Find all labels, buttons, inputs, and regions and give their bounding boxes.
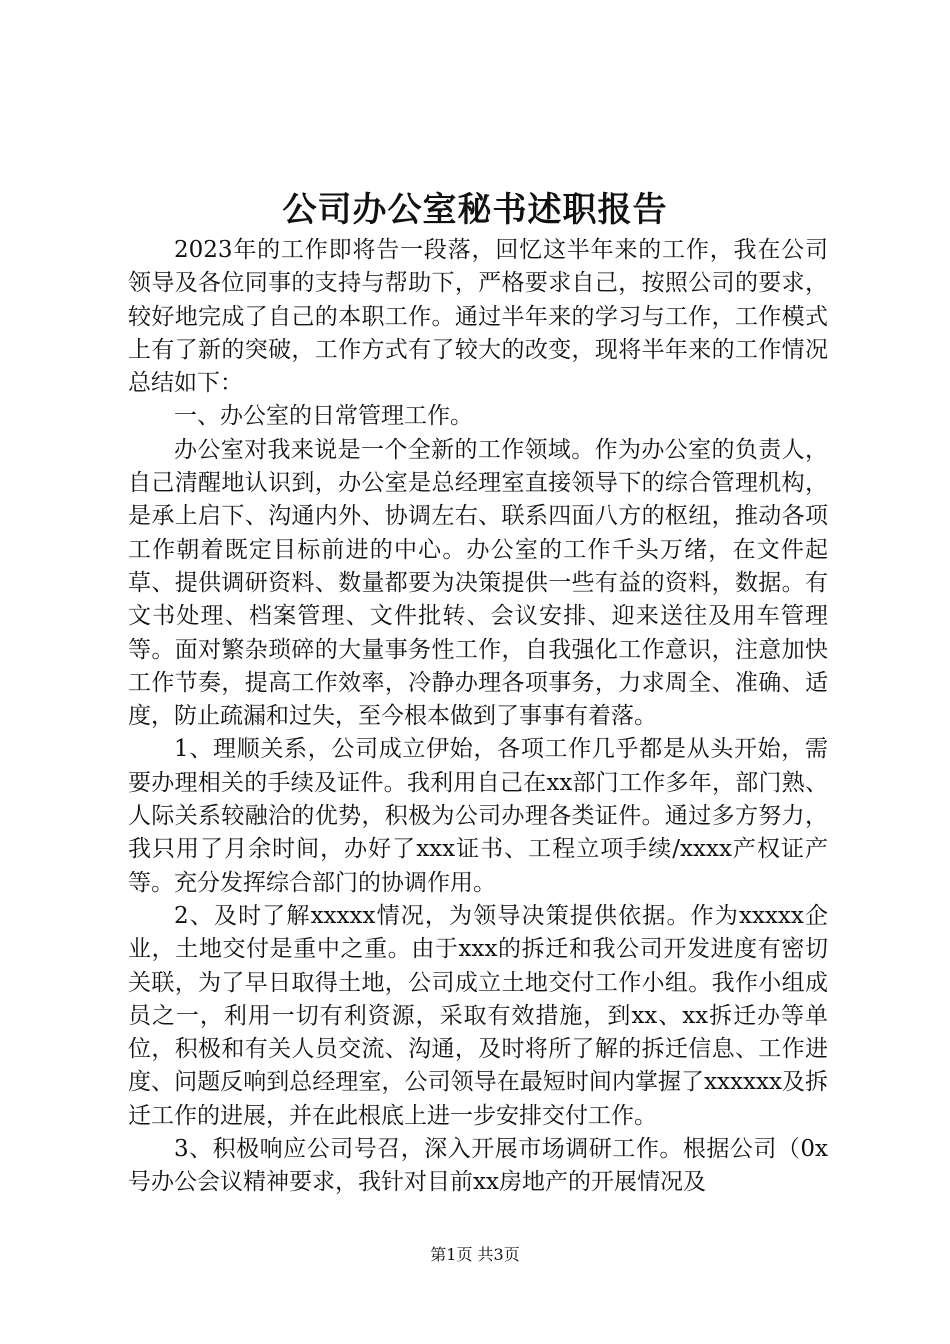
paragraph-item-2: 2、及时了解xxxxx情况，为领导决策提供依据。作为xxxxx企业，土地交付是重中之重。由于xxx的拆迁和我公司开发进度有密切关联，为了早日取得土地，公司成立土地交付工作小组。我作小组成员之一，利用一切有利资源，采取有效措施，到xx、xx拆迁办等单位，积极和有关人员交流、沟通，及时将所了解的拆迁信息、工作进度、问题反响到总经理室，公司领导在最短时间内掌握了xxxxxx及拆迁工作的进展，并在此根底上进一步安排交付工作。 [128, 902, 828, 1129]
paragraph-item-3: 3、积极响应公司号召，深入开展市场调研工作。根据公司（0x号办公会议精神要求，我针对目前xx房地产的开展情况及 [128, 1136, 828, 1196]
paragraph-item-1: 1、理顺关系，公司成立伊始，各项工作几乎都是从头开始，需要办理相关的手续及证件。我利用自己在xx部门工作多年，部门熟、人际关系较融洽的优势，积极为公司办理各类证件。通过多方努力，我只用了月余时间，办好了xxx证书、工程立项手续/xxxx产权证产等。充分发挥综合部门的协调作用。 [128, 736, 828, 896]
section-heading-daily-management: 一、办公室的日常管理工作。 [174, 403, 473, 430]
paragraph-office-overview: 办公室对我来说是一个全新的工作领域。作为办公室的负责人，自己清醒地认识到，办公室是总经理室直接领导下的综合管理机构，是承上启下、沟通内外、协调左右、联系四面八方的枢纽，推动各项工作朝着既定目标前进的中心。办公室的工作千头万绪，在文件起草、提供调研资料、数量都要为决策提供一些有益的资料，数据。有文书处理、档案管理、文件批转、会议安排、迎来送往及用车管理等。面对繁杂琐碎的大量事务性工作，自我强化工作意识，注意加快工作节奏，提高工作效率，冷静办理各项事务，力求周全、准确、适度，防止疏漏和过失，至今根本做到了事事有着落。 [128, 436, 828, 730]
paragraph-intro: 2023年的工作即将告一段落，回忆这半年来的工作，我在公司领导及各位同事的支持与帮助下，严格要求自己，按照公司的要求，较好地完成了自己的本职工作。通过半年来的学习与工作，工作模式上有了新的突破，工作方式有了较大的改变，现将半年来的工作情况总结如下： [128, 237, 828, 397]
page-footer: 第1页 共3页 [430, 1245, 520, 1264]
document-title: 公司办公室秘书述职报告 [282, 190, 668, 230]
document-body [128, 234, 828, 1200]
